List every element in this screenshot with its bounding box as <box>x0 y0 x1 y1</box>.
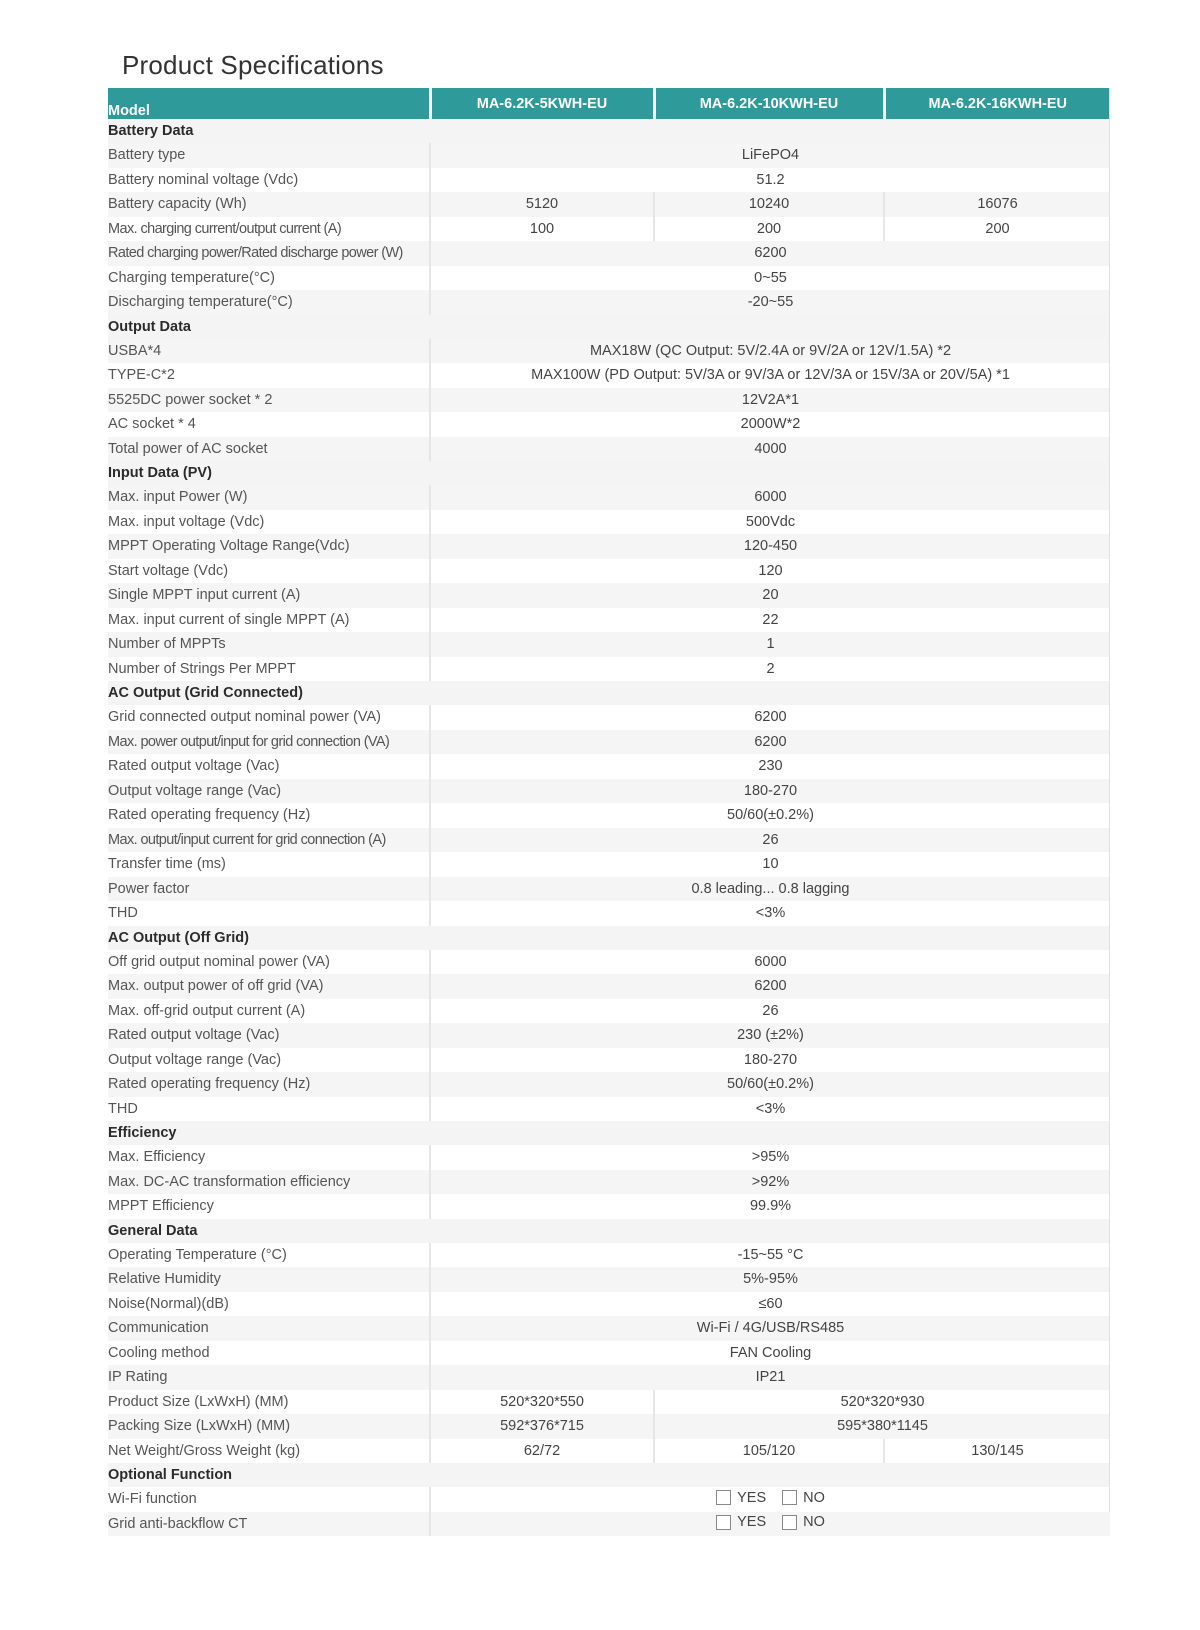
spec-row <box>108 290 1110 315</box>
spec-row <box>108 1414 1110 1439</box>
spec-value: <3% <box>430 1097 1110 1122</box>
spec-value: 6000 <box>430 950 1110 975</box>
spec-value: 6200 <box>430 974 1110 999</box>
option-cell <box>430 1487 1110 1512</box>
spec-value: LiFePO4 <box>430 143 1110 168</box>
spec-label: Relative Humidity <box>108 1267 430 1292</box>
spec-value: 6200 <box>430 705 1110 730</box>
spec-value: FAN Cooling <box>430 1341 1110 1366</box>
spec-row <box>108 485 1110 510</box>
spec-row <box>108 1170 1110 1195</box>
spec-value: <3% <box>430 901 1110 926</box>
spec-label: Grid connected output nominal power (VA) <box>108 705 430 730</box>
spec-label: Total power of AC socket <box>108 437 430 462</box>
spec-row <box>108 143 1110 168</box>
spec-row <box>108 412 1110 437</box>
spec-value: 6200 <box>430 241 1110 266</box>
spec-label: Max. input current of single MPPT (A) <box>108 608 430 633</box>
spec-row <box>108 974 1110 999</box>
spec-label: Transfer time (ms) <box>108 852 430 877</box>
spec-row <box>108 534 1110 559</box>
spec-row <box>108 437 1110 462</box>
spec-row <box>108 852 1110 877</box>
spec-value: -20~55 <box>430 290 1110 315</box>
spec-label: Power factor <box>108 877 430 902</box>
spec-value: 62/72 <box>430 1439 654 1464</box>
model-column-header: MA-6.2K-16KWH-EU <box>884 88 1110 119</box>
spec-value: 2 <box>430 657 1110 682</box>
spec-value: >95% <box>430 1145 1110 1170</box>
spec-value: 520*320*550 <box>430 1390 654 1415</box>
spec-row <box>108 583 1110 608</box>
spec-value: 0.8 leading... 0.8 lagging <box>430 877 1110 902</box>
spec-row <box>108 339 1110 364</box>
spec-row <box>108 241 1110 266</box>
option-label: NO <box>803 1489 825 1506</box>
spec-row <box>108 1072 1110 1097</box>
spec-row <box>108 1390 1110 1415</box>
spec-label: Rated operating frequency (Hz) <box>108 1072 430 1097</box>
option-no[interactable] <box>782 1514 825 1530</box>
spec-label: Rated operating frequency (Hz) <box>108 803 430 828</box>
spec-value: 105/120 <box>654 1439 884 1464</box>
checkbox-icon[interactable] <box>716 1515 731 1530</box>
spec-label: Noise(Normal)(dB) <box>108 1292 430 1317</box>
section-spacer <box>430 1121 1110 1145</box>
spec-label: MPPT Efficiency <box>108 1194 430 1219</box>
spec-label: Operating Temperature (°C) <box>108 1243 430 1268</box>
spec-value: 520*320*930 <box>654 1390 1110 1415</box>
spec-label: Output voltage range (Vac) <box>108 1048 430 1073</box>
spec-label: Rated output voltage (Vac) <box>108 754 430 779</box>
spec-row <box>108 1097 1110 1122</box>
spec-value: 5%-95% <box>430 1267 1110 1292</box>
spec-label: Charging temperature(°C) <box>108 266 430 291</box>
section-spacer <box>430 681 1110 705</box>
checkbox-icon[interactable] <box>716 1490 731 1505</box>
spec-row <box>108 1316 1110 1341</box>
spec-row <box>108 1292 1110 1317</box>
spec-value: 230 (±2%) <box>430 1023 1110 1048</box>
spec-row <box>108 730 1110 755</box>
page-title: Product Specifications <box>122 50 384 80</box>
spec-row <box>108 877 1110 902</box>
spec-label: Number of Strings Per MPPT <box>108 657 430 682</box>
model-header-row <box>108 88 1110 119</box>
section-title: General Data <box>108 1219 430 1243</box>
spec-row <box>108 608 1110 633</box>
option-no[interactable] <box>782 1490 825 1506</box>
spec-value: 5120 <box>430 192 654 217</box>
section-header-row <box>108 315 1110 339</box>
spec-value: -15~55 °C <box>430 1243 1110 1268</box>
section-spacer <box>430 1219 1110 1243</box>
spec-row <box>108 779 1110 804</box>
spec-value: 500Vdc <box>430 510 1110 535</box>
section-title: Efficiency <box>108 1121 430 1145</box>
spec-label: Packing Size (LxWxH) (MM) <box>108 1414 430 1439</box>
spec-value: 120-450 <box>430 534 1110 559</box>
spec-row <box>108 999 1110 1024</box>
spec-row <box>108 657 1110 682</box>
spec-value: 51.2 <box>430 168 1110 193</box>
spec-label: Wi-Fi function <box>108 1487 430 1512</box>
spec-label: Single MPPT input current (A) <box>108 583 430 608</box>
spec-label: Battery type <box>108 143 430 168</box>
spec-label: Battery nominal voltage (Vdc) <box>108 168 430 193</box>
spec-row <box>108 1439 1110 1464</box>
spec-label: USBA*4 <box>108 339 430 364</box>
spec-label: Battery capacity (Wh) <box>108 192 430 217</box>
spec-row <box>108 1365 1110 1390</box>
spec-row <box>108 950 1110 975</box>
model-column-header: MA-6.2K-5KWH-EU <box>430 88 654 119</box>
spec-row <box>108 388 1110 413</box>
spec-table <box>108 88 1110 1536</box>
spec-label: Max. charging current/output current (A) <box>108 217 430 242</box>
spec-row <box>108 803 1110 828</box>
spec-value: 20 <box>430 583 1110 608</box>
spec-label: Discharging temperature(°C) <box>108 290 430 315</box>
spec-label: Number of MPPTs <box>108 632 430 657</box>
spec-row <box>108 1048 1110 1073</box>
spec-value: 595*380*1145 <box>654 1414 1110 1439</box>
spec-row <box>108 192 1110 217</box>
spec-row <box>108 754 1110 779</box>
spec-value: ≤60 <box>430 1292 1110 1317</box>
section-spacer <box>430 1463 1110 1487</box>
spec-label: Cooling method <box>108 1341 430 1366</box>
spec-row <box>108 1023 1110 1048</box>
spec-label: THD <box>108 901 430 926</box>
spec-value: 230 <box>430 754 1110 779</box>
spec-label: Max. Efficiency <box>108 1145 430 1170</box>
spec-value: 16076 <box>884 192 1110 217</box>
spec-value: IP21 <box>430 1365 1110 1390</box>
section-title: Optional Function <box>108 1463 430 1487</box>
spec-label: Product Size (LxWxH) (MM) <box>108 1390 430 1415</box>
spec-label: Grid anti-backflow CT <box>108 1512 430 1537</box>
spec-row <box>108 632 1110 657</box>
spec-label: AC socket * 4 <box>108 412 430 437</box>
option-cell <box>430 1512 1110 1537</box>
section-header-row <box>108 1121 1110 1145</box>
spec-value: 99.9% <box>430 1194 1110 1219</box>
spec-row <box>108 510 1110 535</box>
spec-row <box>108 217 1110 242</box>
spec-value: 592*376*715 <box>430 1414 654 1439</box>
spec-value: 4000 <box>430 437 1110 462</box>
option-label: YES <box>737 1514 767 1530</box>
spec-label: Off grid output nominal power (VA) <box>108 950 430 975</box>
spec-label: Max. input Power (W) <box>108 485 430 510</box>
spec-row <box>108 1341 1110 1366</box>
spec-value: MAX100W (PD Output: 5V/3A or 9V/3A or 12V/3A or 15V/3A or 20V/5A) *1 <box>430 363 1110 388</box>
section-title: Output Data <box>108 315 430 339</box>
spec-label: MPPT Operating Voltage Range(Vdc) <box>108 534 430 559</box>
option-yes[interactable] <box>716 1514 766 1530</box>
model-label: Model <box>108 88 430 119</box>
spec-row <box>108 1512 1110 1537</box>
spec-value: 1 <box>430 632 1110 657</box>
section-title: AC Output (Grid Connected) <box>108 681 430 705</box>
spec-value: 2000W*2 <box>430 412 1110 437</box>
section-header-row <box>108 926 1110 950</box>
spec-value: 200 <box>884 217 1110 242</box>
spec-label: Output voltage range (Vac) <box>108 779 430 804</box>
spec-value: >92% <box>430 1170 1110 1195</box>
section-spacer <box>430 926 1110 950</box>
section-spacer <box>430 315 1110 339</box>
section-spacer <box>430 119 1110 143</box>
spec-label: Rated output voltage (Vac) <box>108 1023 430 1048</box>
checkbox-icon[interactable] <box>782 1490 797 1505</box>
spec-value: 50/60(±0.2%) <box>430 1072 1110 1097</box>
spec-value: 180-270 <box>430 779 1110 804</box>
spec-value: 0~55 <box>430 266 1110 291</box>
spec-value: 180-270 <box>430 1048 1110 1073</box>
spec-label: Communication <box>108 1316 430 1341</box>
spec-value: 26 <box>430 999 1110 1024</box>
spec-value: 50/60(±0.2%) <box>430 803 1110 828</box>
spec-label: Max. off-grid output current (A) <box>108 999 430 1024</box>
section-header-row <box>108 1219 1110 1243</box>
spec-row <box>108 828 1110 853</box>
spec-row <box>108 1243 1110 1268</box>
section-title: Input Data (PV) <box>108 461 430 485</box>
section-header-row <box>108 119 1110 143</box>
spec-row <box>108 1267 1110 1292</box>
spec-value: 130/145 <box>884 1439 1110 1464</box>
spec-row <box>108 1145 1110 1170</box>
section-spacer <box>430 461 1110 485</box>
spec-row <box>108 363 1110 388</box>
spec-label: Max. output/input current for grid connection (A) <box>108 828 430 853</box>
spec-label: Max. output power of off grid (VA) <box>108 974 430 999</box>
section-header-row <box>108 681 1110 705</box>
option-yes[interactable] <box>716 1490 766 1506</box>
spec-value: MAX18W (QC Output: 5V/2.4A or 9V/2A or 12V/1.5A) *2 <box>430 339 1110 364</box>
spec-value: Wi-Fi / 4G/USB/RS485 <box>430 1316 1110 1341</box>
spec-value: 10240 <box>654 192 884 217</box>
section-title: Battery Data <box>108 119 430 143</box>
spec-row <box>108 559 1110 584</box>
table-right-border <box>1109 88 1110 1512</box>
spec-label: Net Weight/Gross Weight (kg) <box>108 1439 430 1464</box>
section-title: AC Output (Off Grid) <box>108 926 430 950</box>
spec-row <box>108 1487 1110 1512</box>
spec-row <box>108 705 1110 730</box>
spec-value: 200 <box>654 217 884 242</box>
section-header-row <box>108 461 1110 485</box>
spec-body <box>108 119 1110 1536</box>
spec-label: Start voltage (Vdc) <box>108 559 430 584</box>
spec-row <box>108 901 1110 926</box>
spec-value: 26 <box>430 828 1110 853</box>
spec-value: 100 <box>430 217 654 242</box>
spec-row <box>108 168 1110 193</box>
spec-value: 10 <box>430 852 1110 877</box>
spec-label: IP Rating <box>108 1365 430 1390</box>
checkbox-icon[interactable] <box>782 1515 797 1530</box>
model-column-header: MA-6.2K-10KWH-EU <box>654 88 884 119</box>
option-label: YES <box>737 1489 767 1506</box>
spec-label: 5525DC power socket * 2 <box>108 388 430 413</box>
spec-label: TYPE-C*2 <box>108 363 430 388</box>
section-header-row <box>108 1463 1110 1487</box>
spec-label: THD <box>108 1097 430 1122</box>
option-label: NO <box>803 1514 825 1530</box>
spec-value: 6000 <box>430 485 1110 510</box>
spec-label: Rated charging power/Rated discharge power (W) <box>108 241 430 266</box>
spec-value: 6200 <box>430 730 1110 755</box>
spec-row <box>108 266 1110 291</box>
spec-label: Max. DC-AC transformation efficiency <box>108 1170 430 1195</box>
spec-label: Max. input voltage (Vdc) <box>108 510 430 535</box>
spec-value: 22 <box>430 608 1110 633</box>
spec-label: Max. power output/input for grid connection (VA) <box>108 730 430 755</box>
spec-value: 120 <box>430 559 1110 584</box>
spec-row <box>108 1194 1110 1219</box>
spec-value: 12V2A*1 <box>430 388 1110 413</box>
